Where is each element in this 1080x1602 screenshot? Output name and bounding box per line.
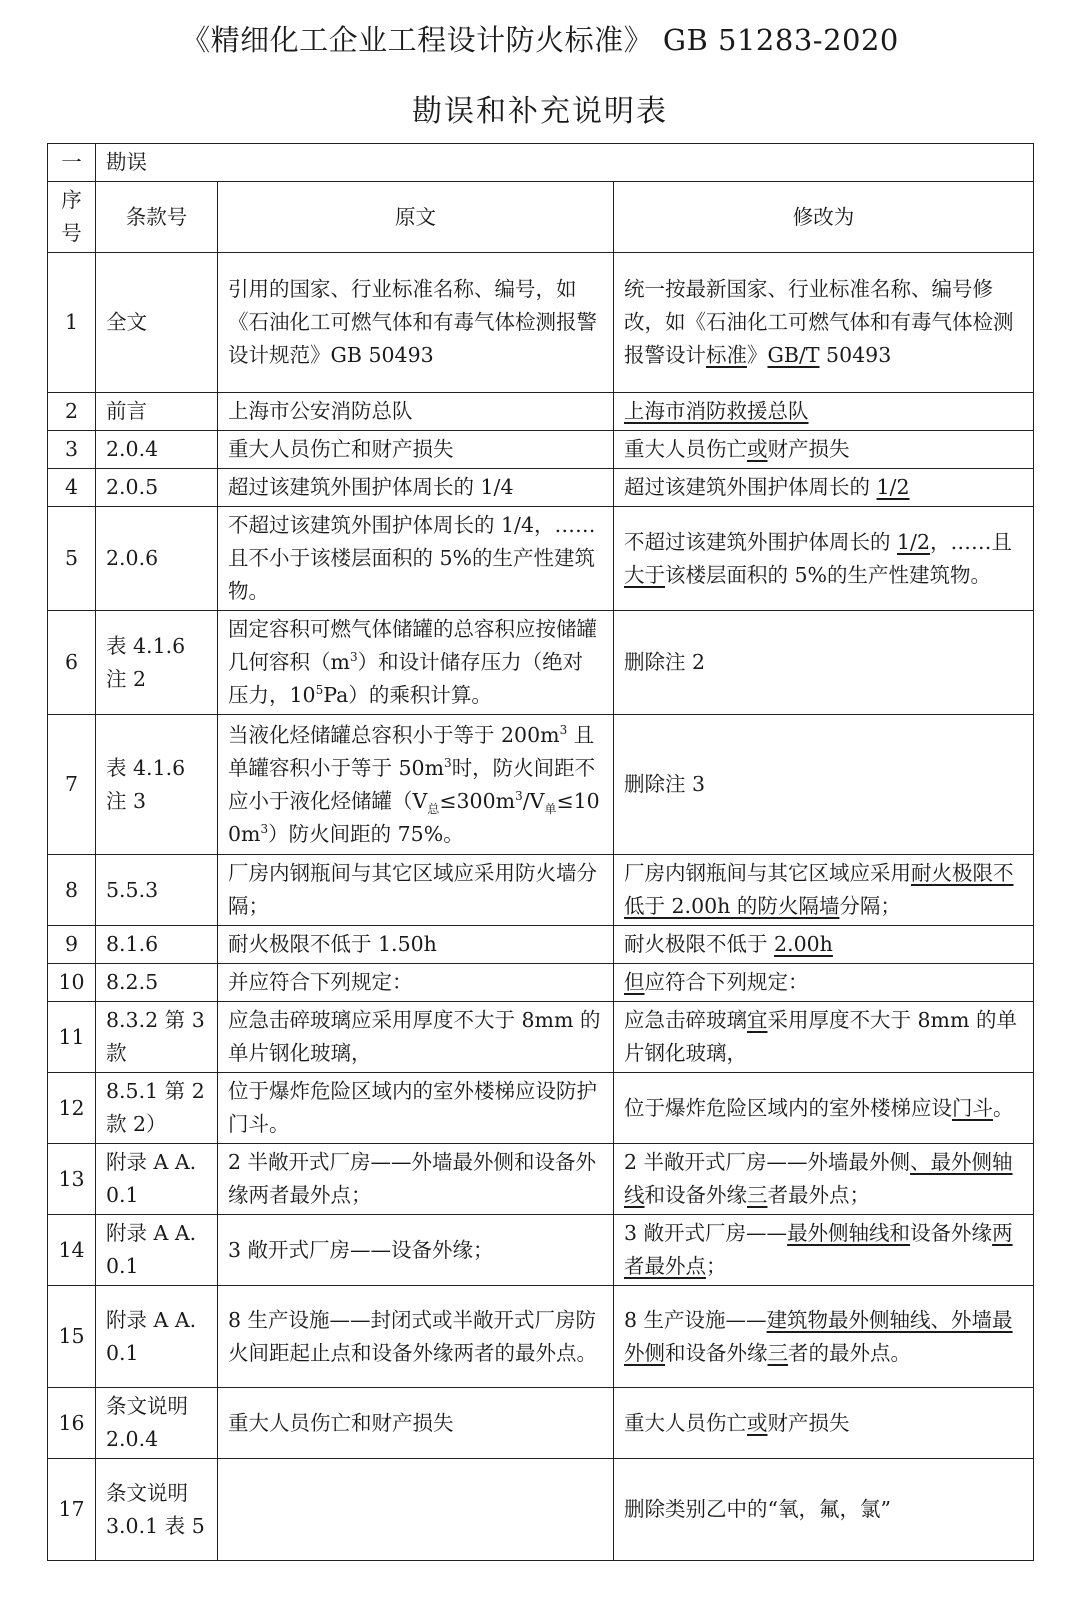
superscript: 3 — [559, 722, 568, 737]
row-revised — [614, 1144, 1034, 1215]
text-fragment: 耐火极限不低于 — [624, 932, 775, 956]
section-label: 勘误 — [96, 144, 1034, 182]
text-fragment: 财产损失 — [767, 437, 850, 461]
row-seq: 16 — [48, 1388, 96, 1459]
text-fragment: ≤100m — [228, 788, 600, 846]
text-fragment: ）和设计储存压力（绝对压力，10 — [228, 650, 584, 707]
superscript: 3 — [260, 821, 269, 836]
row-seq: 5 — [48, 507, 96, 611]
header-revised: 修改为 — [614, 182, 1034, 253]
row-revised — [614, 964, 1034, 1002]
row-revised — [614, 1002, 1034, 1073]
row-original: 应急击碎玻璃应采用厚度不大于 8mm 的单片钢化玻璃， — [218, 1002, 614, 1073]
row-seq: 8 — [48, 855, 96, 926]
text-fragment: 删除注 2 — [624, 650, 706, 674]
row-original: 不超过该建筑外围护体周长的 1/4，……且不小于该楼层面积的 5%的生产性建筑物。 — [218, 507, 614, 611]
revised-underlined: 1/2 — [876, 475, 910, 499]
section-row — [48, 144, 1034, 182]
row-revised — [614, 1286, 1034, 1388]
header-row — [48, 182, 1034, 253]
row-clause: 前言 — [96, 393, 218, 431]
row-clause: 8.1.6 — [96, 926, 218, 964]
table-row — [48, 1286, 1034, 1388]
text-fragment: 50493 — [819, 343, 892, 367]
text-fragment: ，……且 — [930, 529, 1013, 554]
text-fragment: 应急击碎玻璃 — [624, 1008, 747, 1032]
table-row — [48, 964, 1034, 1002]
revised-underlined: 三 — [747, 1183, 768, 1207]
revised-underlined: 两者最外点 — [624, 1221, 1013, 1278]
revised-underlined: 2.00h — [774, 932, 833, 956]
row-clause: 全文 — [96, 253, 218, 393]
subscript: 单 — [544, 801, 557, 816]
text-fragment: Pa）的乘积计算。 — [323, 683, 492, 707]
superscript: 3 — [349, 650, 358, 665]
table-row — [48, 1144, 1034, 1215]
text-fragment: /V — [522, 788, 545, 813]
row-clause: 5.5.3 — [96, 855, 218, 926]
table-row — [48, 253, 1034, 393]
subscript: 总 — [427, 801, 440, 816]
row-seq: 17 — [48, 1459, 96, 1561]
text-fragment: 删除注 3 — [624, 772, 706, 796]
text-fragment: 且单罐容积小于等于 50m — [228, 722, 595, 780]
row-revised — [614, 611, 1034, 715]
row-clause: 2.0.4 — [96, 431, 218, 469]
row-seq: 4 — [48, 469, 96, 507]
superscript: 5 — [315, 683, 324, 698]
row-original: 2 半敞开式厂房——外墙最外侧和设备外缘两者最外点； — [218, 1144, 614, 1215]
text-fragment: 超过该建筑外围护体周长的 — [624, 475, 877, 499]
row-revised — [614, 926, 1034, 964]
revised-underlined: GB/T — [767, 343, 820, 367]
text-fragment: ； — [706, 1254, 727, 1278]
table-row — [48, 1388, 1034, 1459]
text-fragment: 者的最外点。 — [788, 1340, 911, 1365]
revised-underlined: 上海市消防救援总队 — [624, 399, 809, 423]
superscript: 3 — [444, 755, 452, 770]
row-clause: 表 4.1.6 注 2 — [96, 611, 218, 715]
table-row — [48, 715, 1034, 855]
row-seq: 14 — [48, 1215, 96, 1286]
row-clause: 条文说明 3.0.1 表 5 — [96, 1459, 218, 1561]
row-clause: 8.5.1 第 2 款 2） — [96, 1073, 218, 1144]
table-row — [48, 1002, 1034, 1073]
row-revised — [614, 715, 1034, 855]
table-row — [48, 431, 1034, 469]
row-revised — [614, 1215, 1034, 1286]
text-fragment: 和设备外缘 — [665, 1340, 768, 1365]
document-title: 《精细化工企业工程设计防火标准》 GB 51283-2020 — [181, 23, 899, 57]
text-fragment: 者最外点； — [767, 1183, 870, 1207]
table-row — [48, 507, 1034, 611]
row-seq: 10 — [48, 964, 96, 1002]
row-revised — [614, 855, 1034, 926]
row-seq: 1 — [48, 253, 96, 393]
superscript: 3 — [515, 788, 523, 803]
table-row — [48, 855, 1034, 926]
text-fragment: 不超过该建筑外围护体周长的 — [624, 529, 898, 554]
table-row — [48, 1215, 1034, 1286]
row-original: 3 敞开式厂房——设备外缘； — [218, 1215, 614, 1286]
row-original — [218, 715, 614, 855]
row-seq: 12 — [48, 1073, 96, 1144]
revised-underlined: 或 — [747, 437, 768, 461]
text-fragment: ≤300m — [439, 788, 516, 813]
text-fragment: 。 — [993, 1095, 1014, 1120]
row-original: 位于爆炸危险区域内的室外楼梯应设防护门斗。 — [218, 1073, 614, 1144]
text-fragment: 8 生产设施—— — [624, 1307, 767, 1332]
row-revised — [614, 431, 1034, 469]
text-fragment: 分隔； — [839, 894, 901, 918]
row-original: 重大人员伤亡和财产损失 — [218, 431, 614, 469]
row-revised — [614, 507, 1034, 611]
row-original — [218, 611, 614, 715]
text-fragment: ）防火间距的 75%。 — [268, 821, 464, 846]
table-row — [48, 393, 1034, 431]
row-original: 超过该建筑外围护体周长的 1/4 — [218, 469, 614, 507]
row-seq: 6 — [48, 611, 96, 715]
table-row — [48, 611, 1034, 715]
row-revised — [614, 1388, 1034, 1459]
table-row — [48, 1073, 1034, 1144]
row-seq: 2 — [48, 393, 96, 431]
row-original: 重大人员伤亡和财产损失 — [218, 1388, 614, 1459]
row-seq: 7 — [48, 715, 96, 855]
text-fragment: 当液化烃储罐总容积小于等于 200m — [228, 722, 560, 747]
row-original — [218, 1459, 614, 1561]
text-fragment: 》 — [747, 343, 768, 367]
revised-underlined: 1/2 — [897, 529, 931, 554]
revised-underlined: 标准 — [706, 343, 747, 367]
revised-underlined: 但 — [624, 970, 645, 994]
row-revised — [614, 253, 1034, 393]
row-original: 引用的国家、行业标准名称、编号，如《石油化工可燃气体和有毒气体检测报警设计规范》GB 50493 — [218, 253, 614, 393]
row-revised — [614, 1073, 1034, 1144]
row-clause: 8.2.5 — [96, 964, 218, 1002]
row-clause: 附录 A A.0.1 — [96, 1215, 218, 1286]
text-fragment: 设备外缘 — [910, 1221, 993, 1245]
row-revised — [614, 393, 1034, 431]
text-fragment: 采用厚度不大于 8mm 的单片钢化玻璃， — [624, 1008, 1017, 1065]
row-clause: 2.0.5 — [96, 469, 218, 507]
row-original: 厂房内钢瓶间与其它区域应采用防火墙分隔； — [218, 855, 614, 926]
revised-underlined: 三 — [767, 1340, 788, 1365]
text-fragment: 应符合下列规定： — [644, 970, 809, 994]
table-row — [48, 1459, 1034, 1561]
row-clause: 8.3.2 第 3 款 — [96, 1002, 218, 1073]
text-fragment: 和设备外缘 — [644, 1183, 747, 1207]
text-fragment: 固定容积可燃气体储罐的总容积应按储罐几何容积（m — [228, 617, 597, 674]
document-subtitle: 勘误和补充说明表 — [412, 94, 668, 129]
text-fragment: 重大人员伤亡 — [624, 1410, 747, 1435]
row-original: 耐火极限不低于 1.50h — [218, 926, 614, 964]
row-original: 8 生产设施——封闭式或半敞开式厂房防火间距起止点和设备外缘两者的最外点。 — [218, 1286, 614, 1388]
table-row — [48, 926, 1034, 964]
header-original: 原文 — [218, 182, 614, 253]
errata-table — [47, 143, 1034, 1561]
text-fragment: 3 敞开式厂房—— — [624, 1221, 788, 1245]
header-clause: 条款号 — [96, 182, 218, 253]
row-clause: 2.0.6 — [96, 507, 218, 611]
row-clause: 附录 A A.0.1 — [96, 1144, 218, 1215]
row-original: 并应符合下列规定： — [218, 964, 614, 1002]
header-seq: 序号 — [48, 182, 96, 253]
row-clause: 条文说明 2.0.4 — [96, 1388, 218, 1459]
text-fragment: 删除类别乙中的“氧，氟，氯” — [624, 1497, 891, 1521]
text-fragment: 统一按最新国家、行业标准名称、编号修改，如《石油化工可燃气体和有毒气体检测报警设计 — [624, 277, 1014, 367]
row-seq: 13 — [48, 1144, 96, 1215]
text-fragment: 重大人员伤亡 — [624, 437, 747, 461]
row-seq: 11 — [48, 1002, 96, 1073]
text-fragment: 位于爆炸危险区域内的室外楼梯应设 — [624, 1095, 952, 1120]
revised-underlined: 耐火极限不低于 2.00h 的防火隔墙 — [624, 861, 1014, 918]
text-fragment: 2 半敞开式厂房——外墙最外侧 — [624, 1150, 911, 1174]
row-seq: 15 — [48, 1286, 96, 1388]
revised-underlined: 门斗 — [952, 1095, 993, 1120]
text-fragment: 该楼层面积的 5%的生产性建筑物。 — [665, 562, 992, 587]
row-clause: 表 4.1.6 注 3 — [96, 715, 218, 855]
revised-underlined: 建筑物最外侧轴线、外墙最外侧 — [624, 1307, 1013, 1365]
row-revised — [614, 1459, 1034, 1561]
row-original: 上海市公安消防总队 — [218, 393, 614, 431]
table-row — [48, 469, 1034, 507]
text-fragment: 厂房内钢瓶间与其它区域应采用 — [624, 861, 911, 885]
revised-underlined: 或 — [747, 1410, 768, 1435]
text-fragment: 时，防火间距不应小于液化烃储罐（V — [228, 755, 596, 813]
row-clause: 附录 A A.0.1 — [96, 1286, 218, 1388]
row-seq: 3 — [48, 431, 96, 469]
row-revised — [614, 469, 1034, 507]
revised-underlined: 最外侧轴线和 — [787, 1221, 911, 1245]
revised-underlined: 大于 — [624, 562, 665, 587]
revised-underlined: 、最外侧轴线 — [624, 1150, 1013, 1207]
text-fragment: 财产损失 — [767, 1410, 850, 1435]
row-seq: 9 — [48, 926, 96, 964]
section-number: 一 — [48, 144, 96, 182]
revised-underlined: 宜 — [747, 1008, 768, 1032]
